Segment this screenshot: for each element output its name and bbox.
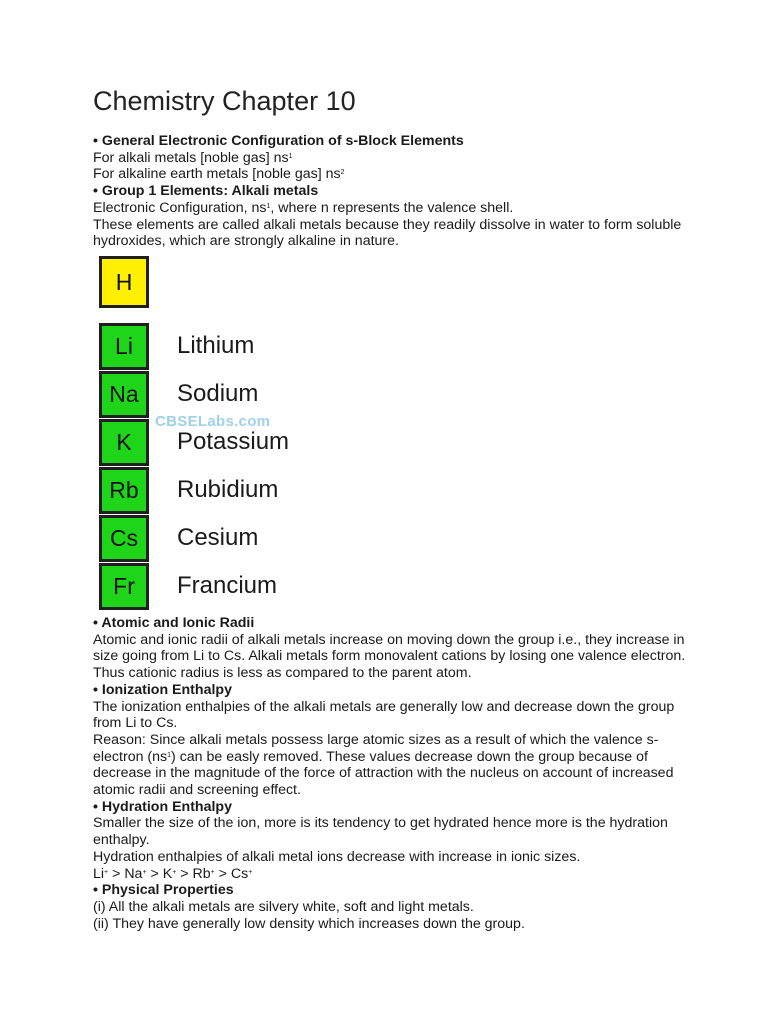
paragraph: The ionization enthalpies of the alkali metals are generally low and decrease down the group from Li to Cs. [93, 698, 675, 732]
ion-separator: > [146, 865, 163, 882]
ion-separator: > [108, 865, 125, 882]
element-symbol-cell: Na [99, 371, 149, 418]
ion-charge: + [172, 868, 177, 876]
ion-symbol: K [162, 865, 173, 882]
section-atomic-ionic-radii [93, 615, 693, 932]
ion-charge: + [104, 868, 109, 876]
element-name: Rubidium [177, 476, 279, 503]
section-heading: • General Electronic Configuration of s-Block Elements [93, 133, 464, 149]
element-name: Francium [177, 572, 278, 599]
watermark: CBSELabs.com [155, 413, 271, 430]
paragraph: For alkali metals [noble gas] $ns^1$ [93, 149, 293, 166]
section-heading: • Group 1 Elements: Alkali metals [93, 183, 319, 200]
page-title: Chemistry Chapter 10 [93, 86, 356, 116]
hydrogen-cell: H [99, 256, 149, 308]
section-electronic-configuration [93, 133, 693, 250]
list-item: (ii) They have generally low density which increases down the group. [93, 915, 525, 932]
section-heading: • Ionization Enthalpy [93, 681, 232, 698]
ion-separator: > [214, 865, 231, 882]
ion-charge: + [248, 868, 253, 876]
ion-symbol: Na [124, 865, 143, 882]
element-symbol-cell: Rb [99, 467, 149, 514]
element-name: Cesium [177, 524, 259, 551]
ion-charge: + [142, 868, 147, 876]
paragraph: Reason: Since alkali metals possess large atomic sizes as a result of which the valence s-electron $(ns^1)$ can be easly removed. These values decrease down the group because of decrease in the magnitude of the force of attraction with the nucleus on account of increased atomic radii and screening effect. [93, 731, 674, 799]
element-name: Lithium [177, 332, 255, 359]
element-symbol-cell: Fr [99, 563, 149, 610]
paragraph: For alkaline earth metals [noble gas] $ns^2$ [93, 166, 345, 183]
paragraph: Hydration enthalpies of alkali metal ions decrease with increase in ionic sizes. [93, 848, 581, 865]
ion-separator: > [176, 865, 193, 882]
element-symbol-cell: K [99, 419, 149, 466]
paragraph: These elements are called alkali metals because they readily dissolve in water to form soluble hydroxides, which are strongly alkaline in nature. [93, 216, 682, 250]
ion-symbol: Li [93, 865, 105, 882]
element-name: Potassium [177, 428, 290, 455]
ion-symbol: Cs [230, 865, 249, 882]
section-heading: • Hydration Enthalpy [93, 798, 232, 815]
ion-charge: + [210, 868, 215, 876]
paragraph: Smaller the size of the ion, more is its tendency to get hydrated hence more is the hydration enthalpy. [93, 815, 668, 849]
element-name: Sodium [177, 380, 259, 407]
paragraph: Electronic Configuration, $ns^1$, where n represents the valence shell. [93, 199, 514, 216]
alkali-metals-figure [99, 256, 339, 616]
element-symbol-cell: Li [99, 323, 149, 370]
ion-symbol: Rb [192, 865, 211, 882]
element-symbol-cell: Cs [99, 515, 149, 562]
section-heading: • Physical Properties [93, 882, 234, 899]
paragraph: Atomic and ionic radii of alkali metals increase on moving down the group i.e., they increase in size going from Li to Cs. Alkali metals form monovalent cations by losing one valence electron. Thus cationic radius is less as compared to the parent atom. [93, 631, 686, 682]
section-heading: • Atomic and Ionic Radii [93, 615, 255, 631]
ion-order-line [93, 866, 693, 883]
list-item: (i) All the alkali metals are silvery white, soft and light metals. [93, 898, 474, 915]
